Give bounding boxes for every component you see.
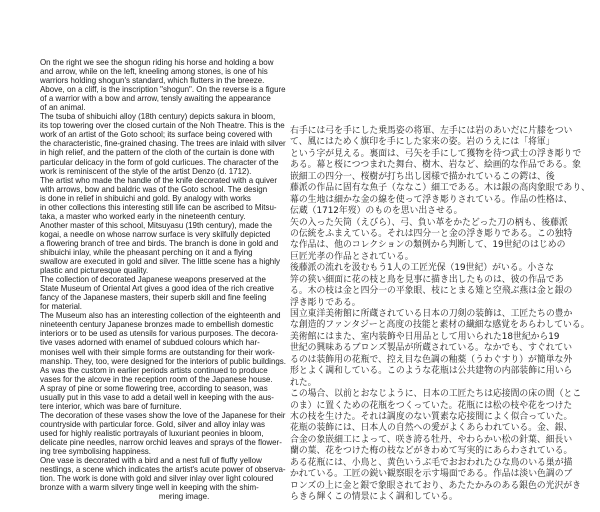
japanese-text-line: 花瓶の装飾には、日本人の自然への愛がよくあらわれている。金、銀、 xyxy=(290,422,573,434)
english-text-line: The Museum also has an interesting collection of the eighteenth and xyxy=(40,310,281,321)
english-text-line: The tsuba of shibuichi alloy (18th century) depicts sakura in bloom, xyxy=(40,111,276,122)
english-text-line: On the right we see the shogun riding his horse and holding a bow xyxy=(40,57,274,67)
english-text-line: plastic and picturesque quality. xyxy=(40,265,149,276)
japanese-text-line: 後藤派の流れを汲むもう1人の工匠光保（19世紀）がいる。小さな xyxy=(290,262,554,274)
english-text-line: A spray of pine or some flowering tree, according to season, was xyxy=(40,382,268,393)
japanese-text-line: 合金の象嵌細工によって、咲き誇る牡丹、やわらかい松の針葉、細長い xyxy=(290,433,573,445)
japanese-text-line: る。木の枝は金と四分一の平象眼、枝にとまる雉と空飛ぶ燕は金と銀の xyxy=(290,285,573,297)
english-text-line: with arrows, bow and baldric was of the Goto school. The design xyxy=(40,183,268,194)
english-text-line: Another master of this school, Mitsuyasu (19th century), made the xyxy=(40,219,273,230)
english-text-line: usually put in this vase to add a detail well in keeping with the aus- xyxy=(40,391,274,402)
japanese-text-line: らきら輝くこの情景によく調和している。 xyxy=(290,491,458,502)
english-text-line: ing tree symbolising happiness. xyxy=(40,446,151,457)
english-text-line: nestlings, a scene which indicates the artist's acute power of observa- xyxy=(40,464,286,475)
english-text-line: tive vases adorned with enamel of subdued colours which har- xyxy=(40,337,260,348)
english-text-line: vases for the alcove in the reception room of the Japanese house. xyxy=(40,373,273,384)
english-text-line: countryside with particular force. Gold, silver and alloy inlay was xyxy=(40,418,266,429)
english-text-line: shibuichi inlay, while the pheasant perching on it and a flying xyxy=(40,246,253,257)
english-text-line: delicate pine needles, narrow orchid leaves and sprays of the flower- xyxy=(40,436,282,447)
japanese-text-line: のま）に置くための花瓶をつくっていた。花瓶には松の枝や花をつけた xyxy=(290,399,573,411)
english-column xyxy=(40,58,286,501)
english-text-line: of an animal. xyxy=(40,102,86,113)
japanese-text-line: 嵌細工の四分一、桜樹が打ち出し図様で描かれているこの鍔は、後 xyxy=(290,170,555,182)
japanese-text-line: ロンズの上に金と銀で象眼されており、あたたかみのある銀色の光沢がき xyxy=(290,479,581,491)
english-text-line: As was the custom in earlier periods artists continued to produce xyxy=(40,364,268,375)
japanese-text-line: 世紀の興味あるブロンズ製品が所蔵されている。なかでも、すぐれてい xyxy=(290,342,573,354)
japanese-text-line: この場合、以前とおなじように、日本の工匠たちは応接間の床の間（とこ xyxy=(290,388,582,400)
english-text-line: particular delicacy in the form of gold curlicues. The character of the xyxy=(40,156,279,167)
japanese-text-line: ある花瓶には、小鳥と、黄色いうぶ毛でおおわれたひな鳥のいる巣が描 xyxy=(290,456,573,468)
japanese-text-line: 矢の入った矢筒（えびら）、弓、負い革をかたどった刀の柄も、後藤派 xyxy=(290,216,568,228)
english-text-line: is done in relief in shibuichi and gold. By analogy with works xyxy=(40,192,251,203)
english-text-line: taka, a master who worked early in the nineteenth century. xyxy=(40,210,246,221)
japanese-text-line: という字が見える。裏面は、弓矢を手にして獲物を待つ武士の浮き彫りで xyxy=(290,147,582,159)
english-text-line: interiors or to be used as utensils for various purposes. The decora- xyxy=(40,328,279,339)
english-text-line: tere interior, which was bare of furniture. xyxy=(40,400,182,411)
japanese-text-line: な創造的ファンタジーと高度の技能と素材の繊細な感覚をあらわしている。 xyxy=(290,319,590,331)
english-text-line: mering image. xyxy=(158,491,210,502)
english-text-line: warriors holding shogun's standard, which flutters in the breeze. xyxy=(40,75,265,86)
english-text-line: for material. xyxy=(40,301,83,312)
japanese-text-line: 蘭の葉、花をつけた梅の枝などがきわめて写実的にあらわされている。 xyxy=(290,445,573,457)
japanese-text-line: ある。幕と桜につつまれた舞台、樹木、岩など、絵画的な作品である。象 xyxy=(290,159,582,171)
japanese-text-line: の伝統をふまえている。それは四分一と金の浮き彫りである。この独特 xyxy=(290,227,573,239)
japanese-text-line: れた。 xyxy=(290,376,317,388)
japanese-text-line: 右手には弓を手にした乗馬姿の将軍、左手には岩のあいだに片膝をつい xyxy=(290,125,573,136)
english-text-line: work of an artist of the Goto school; its surface being covered with xyxy=(40,129,273,140)
english-text-line: State Museum of Oriental Art gives a good idea of the rich creative xyxy=(40,283,274,294)
english-text-line: kogai, a needle on whose narrow surface is very skilfully depicted xyxy=(40,228,271,239)
english-text-line: The decoration of these vases show the love of the Japanese for their xyxy=(40,409,286,420)
english-text-line: nineteenth century Japanese bronzes made to embellish domestic xyxy=(40,319,274,330)
japanese-text-line: 木の枝を生けた。それは調度のない質素な応接間によく似合っていた。 xyxy=(290,410,573,422)
japanese-text-line: な作品は、他のコレクションの類例から判断して、19世紀のはじめの xyxy=(290,239,566,251)
english-text-line: in other collections this interesting still life can be ascribed to Mitsu- xyxy=(40,201,277,212)
japanese-text-line: 巨匠光孝の作品とされている。 xyxy=(290,250,414,262)
english-text-line: The collection of decorated Japanese weapons preserved at the xyxy=(40,274,266,285)
japanese-text-line: 藤派の作品に固有な魚子（ななこ）細工である。木は銀の高肉象眼であり、 xyxy=(290,182,590,194)
english-text-line: the characteristic, fine-grained chasing. The trees are inlaid with silver xyxy=(40,138,286,149)
english-text-line: bronze with a warm silvery tinge well in keeping with the shim- xyxy=(40,482,259,493)
english-text-line: and arrow, while on the left, kneeling among stones, is one of his xyxy=(40,66,268,77)
japanese-text-line: 美術館にはまた、室内装飾や日用品として用いられた18世紀から19 xyxy=(290,330,560,342)
english-text-line: One vase is decorated with a bird and a nest full of fluffy yellow xyxy=(40,455,262,466)
english-text-line: in high relief, and the pattern of the cloth of the curtain is done with xyxy=(40,147,275,158)
english-text-line: manship. They, too, were designed for the interiors of public buildings. xyxy=(40,355,286,366)
japanese-text-line: 浮き彫りである。 xyxy=(290,296,361,308)
english-text-line: fancy of the Japanese masters, their superb skill and fine feeling xyxy=(40,292,267,303)
japanese-text-line: 伝蔵（1712年歿）のものを思い出させる。 xyxy=(290,205,463,217)
english-text-line: work is reminiscent of the style of the artist Denzo (d. 1712). xyxy=(40,165,252,176)
japanese-text-line: て、風にはためく旗印を手にした家来の姿。岩のうえには「将軍」 xyxy=(290,136,555,148)
english-text-line: a flowering branch of tree and birds. The branch is done in gold and xyxy=(40,237,279,248)
japanese-text-line: 笄の狭い細面に花の枝と鳥を見事に描き出したものは、彼の作品であ xyxy=(290,273,564,285)
english-text-line: of a warrior with a bow and arrow, tensly awaiting the appearance xyxy=(40,93,271,104)
english-text-line: tion. The work is done with gold and silver inlay over light coloured xyxy=(40,473,274,484)
japanese-text-line: 幕の生地は細かな金の線を使って浮き彫りされている。作品の性格は、 xyxy=(290,193,573,205)
english-text-line: monises well with their simple forms are outstanding for their work- xyxy=(40,346,275,357)
japanese-text-line: かれている。工匠の鋭い観察眼を示す場面である。作品は淡い色調のブ xyxy=(290,468,573,480)
english-text-line: Above, on a cliff, is the inscription "shogun". On the reverse is a figure xyxy=(40,84,286,95)
english-text-line: used for highly realistic portrayals of luxuriant peonies in bloom, xyxy=(40,427,264,438)
japanese-column xyxy=(290,125,590,502)
japanese-text-line: 国立東洋美術館に所蔵されている日本の刀剣の装飾は、工匠たちの豊か xyxy=(290,308,573,319)
japanese-text-line: るのは装飾用の花瓶で、控え目な色調の釉薬（うわぐすり）が簡単な外 xyxy=(290,353,573,365)
japanese-text-line: 形とよく調和している。このような花瓶は公共建物の内部装飾に用いら xyxy=(290,365,573,377)
english-text-line: its top towering over the closed curtain of the Noh Theatre. This is the xyxy=(40,120,285,131)
english-text-line: The artist who made the handle of the knife decorated with a quiver xyxy=(40,174,278,185)
english-text-line: swallow are executed in gold and silver. The little scene has a highly xyxy=(40,256,280,267)
